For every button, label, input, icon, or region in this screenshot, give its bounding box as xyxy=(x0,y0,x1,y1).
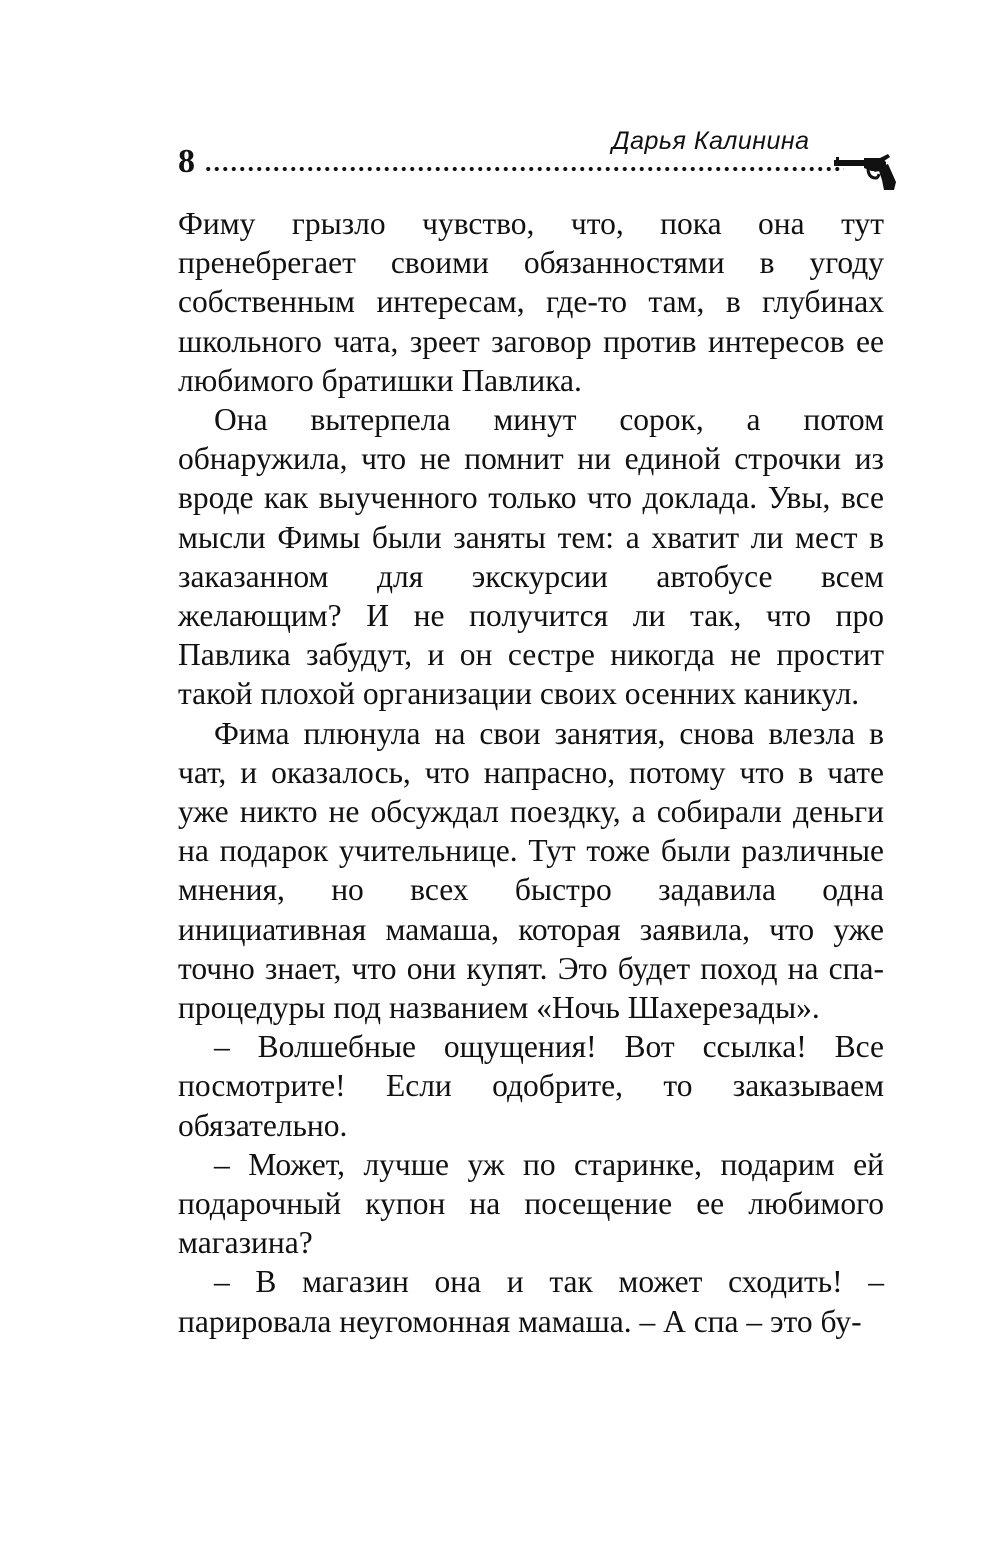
revolver-icon xyxy=(834,154,898,192)
body-text xyxy=(178,204,884,1341)
running-header xyxy=(178,120,898,200)
paragraph: Фима плюнула на свои занятия, снова влезла в чат, и оказалось, что напрасно, потому что в чате уже никто не обсуждал поездку, а собирали деньги на подарок учительнице. Тут тоже были различные мнения, но всех быстро задавила одна инициативная мамаша, которая заявила, что уже точно знает, что они купят. Это будет поход на спа-процедуры под названием «Ночь Шахерезады». xyxy=(178,715,884,1026)
dialogue-paragraph: – Может, лучше уж по старинке, подарим ей подарочный купон на посещение ее любимого магазина? xyxy=(178,1146,884,1261)
paragraph: Она вытерпела минут сорок, а потом обнаружила, что не помнит ни единой строчки из вроде как выученного только что доклада. Увы, все мысли Фимы были заняты тем: а хватит ли мест в заказанном для экскурсии автобусе всем желающим? И не получится ли так, что про Павлика забудут, и он сестре никогда не простит такой плохой организации своих осенних каникул. xyxy=(178,402,884,712)
dialogue-paragraph: – Волшебные ощущения! Вот ссылка! Все посмотрите! Если одобрите, то заказываем обязательно. xyxy=(178,1029,884,1143)
dotted-rule xyxy=(204,166,844,172)
paragraph: Фиму грызло чувство, что, пока она тут пренебрегает своими обязанностями в угоду собственным интересам, где-то там, в глубинах школьного чата, зреет заговор против интересов ее любимого братишки Павлика. xyxy=(178,206,884,398)
page-number: 8 xyxy=(178,143,195,180)
author-name: Дарья Калинина xyxy=(612,127,810,155)
dialogue-paragraph: – В магазин она и так может сходить! – парировала неугомонная мамаша. – А спа – это бу- xyxy=(178,1264,884,1339)
